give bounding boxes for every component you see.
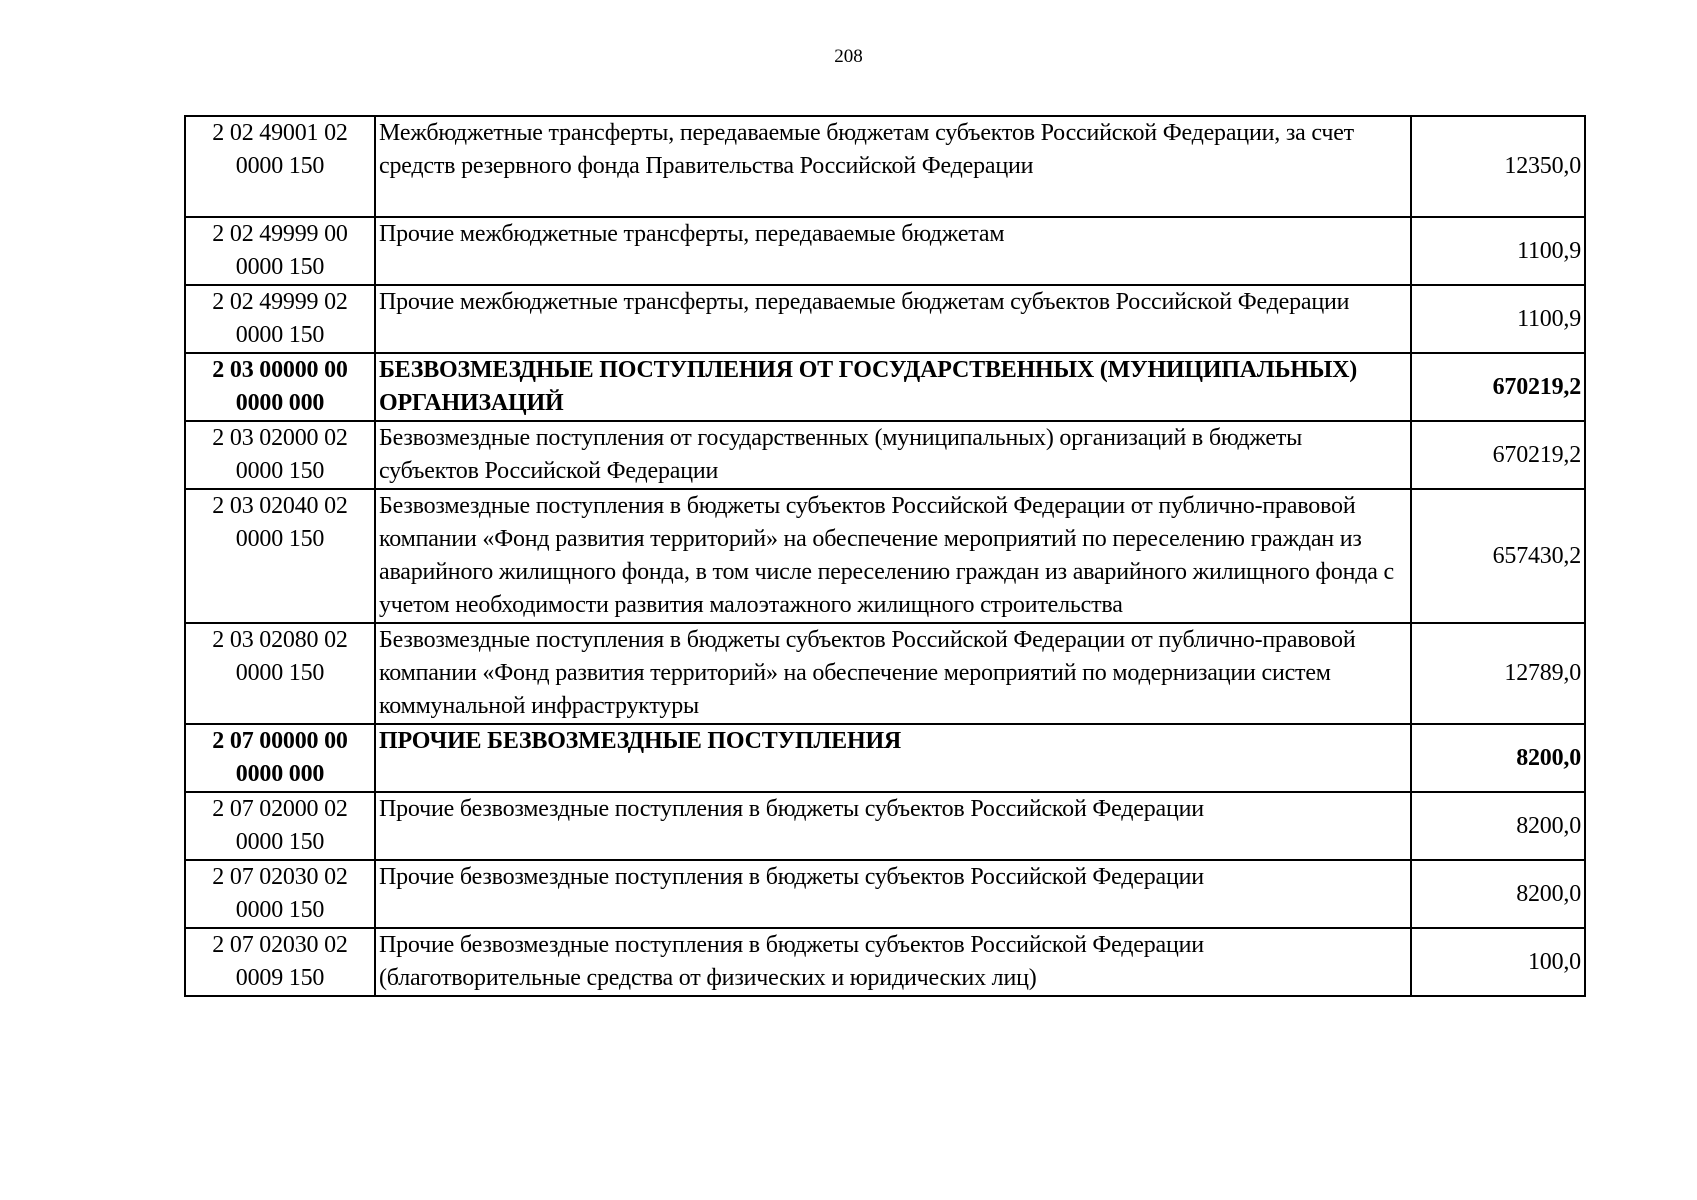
table-row-section-header: [185, 353, 1585, 421]
budget-code-cell: 2 07 02030 02 0000 150: [185, 860, 375, 928]
amount-cell: 8200,0: [1411, 724, 1585, 792]
budget-code-cell: 2 03 02040 02 0000 150: [185, 489, 375, 623]
budget-code-cell: 2 02 49001 02 0000 150: [185, 116, 375, 217]
description-cell: Прочие межбюджетные трансферты, передаваемые бюджетам: [375, 217, 1411, 285]
table-row: [185, 860, 1585, 928]
amount-cell: 1100,9: [1411, 285, 1585, 353]
amount-cell: 100,0: [1411, 928, 1585, 996]
table-row-section-header: [185, 724, 1585, 792]
table-row: [185, 928, 1585, 996]
budget-code-cell: 2 03 02000 02 0000 150: [185, 421, 375, 489]
budget-table: [184, 115, 1586, 997]
description-cell: Безвозмездные поступления в бюджеты субъектов Российской Федерации от публично-правовой компании «Фонд развития территорий» на обеспечение мероприятий по модернизации систем коммунальной инфраструктуры: [375, 623, 1411, 724]
amount-cell: 670219,2: [1411, 353, 1585, 421]
amount-cell: 8200,0: [1411, 860, 1585, 928]
budget-code-cell: 2 07 00000 00 0000 000: [185, 724, 375, 792]
amount-cell: 657430,2: [1411, 489, 1585, 623]
amount-cell: 8200,0: [1411, 792, 1585, 860]
description-cell: Безвозмездные поступления в бюджеты субъектов Российской Федерации от публично-правовой компании «Фонд развития территорий» на обеспечение мероприятий по переселению граждан из аварийного жилищного фонда, в том числе переселению граждан из аварийного жилищного фонда с учетом необходимости развития малоэтажного жилищного строительства: [375, 489, 1411, 623]
budget-code-cell: 2 03 02080 02 0000 150: [185, 623, 375, 724]
description-cell: ПРОЧИЕ БЕЗВОЗМЕЗДНЫЕ ПОСТУПЛЕНИЯ: [375, 724, 1411, 792]
description-cell: Прочие безвозмездные поступления в бюджеты субъектов Российской Федерации: [375, 792, 1411, 860]
budget-code-cell: 2 07 02000 02 0000 150: [185, 792, 375, 860]
description-cell: Прочие межбюджетные трансферты, передаваемые бюджетам субъектов Российской Федерации: [375, 285, 1411, 353]
description-cell: Безвозмездные поступления от государственных (муниципальных) организаций в бюджеты субъектов Российской Федерации: [375, 421, 1411, 489]
description-cell: Прочие безвозмездные поступления в бюджеты субъектов Российской Федерации: [375, 860, 1411, 928]
budget-table-body: [185, 116, 1585, 996]
description-cell: БЕЗВОЗМЕЗДНЫЕ ПОСТУПЛЕНИЯ ОТ ГОСУДАРСТВЕННЫХ (МУНИЦИПАЛЬНЫХ) ОРГАНИЗАЦИЙ: [375, 353, 1411, 421]
table-row: [185, 217, 1585, 285]
amount-cell: 12789,0: [1411, 623, 1585, 724]
amount-cell: 1100,9: [1411, 217, 1585, 285]
description-cell: Межбюджетные трансферты, передаваемые бюджетам субъектов Российской Федерации, за счет средств резервного фонда Правительства Российской Федерации: [375, 116, 1411, 217]
table-row: [185, 489, 1585, 623]
budget-code-cell: 2 03 00000 00 0000 000: [185, 353, 375, 421]
table-row: [185, 116, 1585, 217]
description-cell: Прочие безвозмездные поступления в бюджеты субъектов Российской Федерации (благотворительные средства от физических и юридических лиц): [375, 928, 1411, 996]
table-row: [185, 285, 1585, 353]
budget-code-cell: 2 07 02030 02 0009 150: [185, 928, 375, 996]
page-number: 208: [834, 46, 863, 67]
table-row: [185, 792, 1585, 860]
amount-cell: 12350,0: [1411, 116, 1585, 217]
amount-cell: 670219,2: [1411, 421, 1585, 489]
budget-code-cell: 2 02 49999 00 0000 150: [185, 217, 375, 285]
budget-code-cell: 2 02 49999 02 0000 150: [185, 285, 375, 353]
table-row: [185, 623, 1585, 724]
table-row: [185, 421, 1585, 489]
